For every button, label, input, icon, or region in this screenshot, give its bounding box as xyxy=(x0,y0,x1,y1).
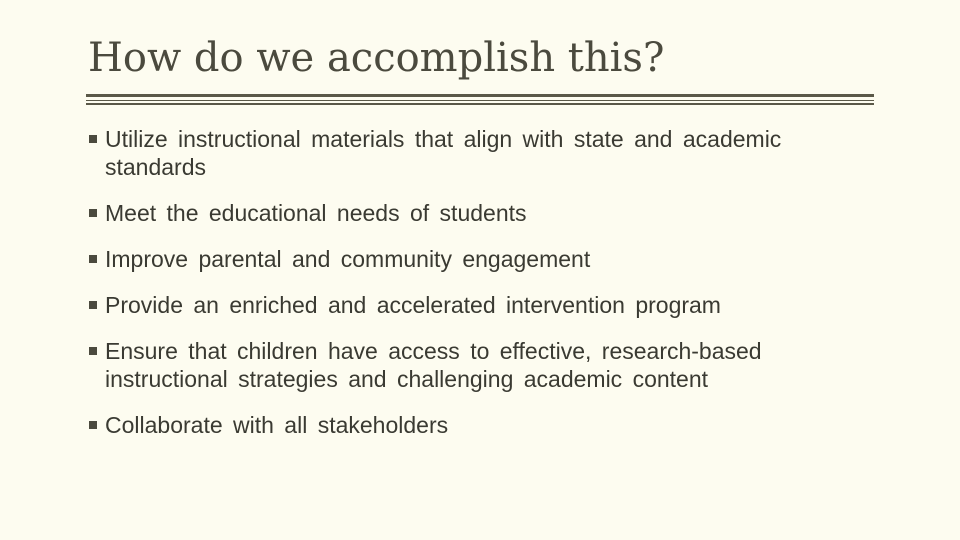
bullet-list xyxy=(86,125,886,439)
square-bullet-icon xyxy=(89,209,97,217)
bullet-item xyxy=(86,291,886,319)
square-bullet-icon xyxy=(89,347,97,355)
square-bullet-icon xyxy=(89,255,97,263)
slide-title: How do we accomplish this? xyxy=(88,35,665,81)
bullet-item xyxy=(86,199,886,227)
title-divider-thin xyxy=(86,100,874,101)
square-bullet-icon xyxy=(89,135,97,143)
bullet-text: Collaborate with all stakeholders xyxy=(105,412,449,438)
square-bullet-icon xyxy=(89,421,97,429)
title-divider-medium xyxy=(86,103,874,105)
bullet-text: Utilize instructional materials that align with state and academic standards xyxy=(105,126,782,180)
bullet-item xyxy=(86,337,886,393)
bullet-item xyxy=(86,245,886,273)
bullet-text: Ensure that children have access to effective, research-based instructional strategies and challenging academic content xyxy=(105,338,762,392)
bullet-text: Provide an enriched and accelerated intervention program xyxy=(105,292,721,318)
bullet-item xyxy=(86,125,886,181)
bullet-item xyxy=(86,411,886,439)
bullet-text: Meet the educational needs of students xyxy=(105,200,527,226)
title-divider-thick xyxy=(86,94,874,97)
bullet-text: Improve parental and community engagement xyxy=(105,246,591,272)
square-bullet-icon xyxy=(89,301,97,309)
